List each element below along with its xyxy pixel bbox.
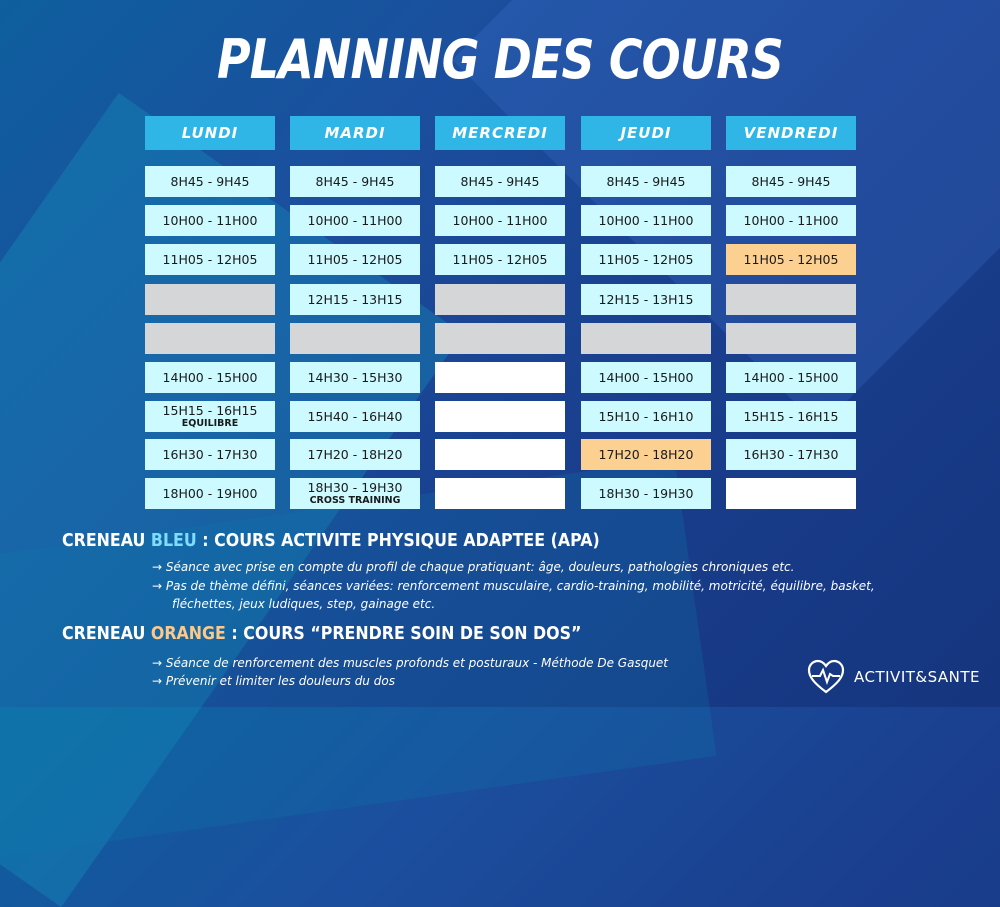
time-slot (290, 244, 420, 275)
time-slot (290, 478, 420, 509)
time-slot (581, 323, 711, 354)
background-shape (0, 459, 716, 881)
day-header: VENDREDI (726, 116, 856, 150)
time-slot-label: 17H20 - 18H20 (598, 446, 694, 462)
time-slot (581, 244, 711, 275)
time-slot (435, 401, 565, 432)
time-slot-label: 15H40 - 16H40 (307, 408, 403, 424)
time-slot (435, 205, 565, 236)
time-slot-label: 11H05 - 12H05 (162, 251, 258, 267)
page-title: PLANNING DES COURS (217, 28, 783, 91)
legend-blue-prefix: CRENEAU (62, 530, 151, 551)
time-slot-label: 12H15 - 13H15 (307, 291, 403, 307)
time-slot-label: 14H00 - 15H00 (598, 369, 694, 385)
time-slot (581, 166, 711, 197)
time-slot (435, 244, 565, 275)
legend-orange-title (62, 623, 581, 644)
time-slot-label: 15H15 - 16H15 (162, 403, 258, 419)
time-slot (726, 205, 856, 236)
time-slot-label: 16H30 - 17H30 (162, 446, 258, 462)
time-slot (726, 323, 856, 354)
time-slot (145, 478, 275, 509)
time-slot (145, 166, 275, 197)
legend-blue-note: → Pas de thème défini, séances variées: renforcement musculaire, cardio-training, mobilité, motricité, équilibre, basket, (152, 579, 875, 593)
day-header: MERCREDI (435, 116, 565, 150)
time-slot-label: 8H45 - 9H45 (460, 173, 540, 189)
time-slot-activity: EQUILIBRE (181, 417, 239, 429)
time-slot (581, 205, 711, 236)
legend-blue-highlight: BLEU (150, 530, 197, 551)
legend-blue-title (62, 530, 600, 551)
time-slot-label: 8H45 - 9H45 (170, 173, 250, 189)
time-slot-label: 8H45 - 9H45 (751, 173, 831, 189)
time-slot (581, 478, 711, 509)
brand-logo (806, 657, 980, 697)
time-slot (726, 166, 856, 197)
time-slot (581, 362, 711, 393)
time-slot (290, 205, 420, 236)
time-slot (290, 284, 420, 315)
time-slot (290, 439, 420, 470)
time-slot (726, 478, 856, 509)
time-slot (581, 284, 711, 315)
time-slot (435, 439, 565, 470)
time-slot-label: 15H10 - 16H10 (598, 408, 694, 424)
time-slot-label: 10H00 - 11H00 (598, 212, 694, 228)
time-slot-label: 11H05 - 12H05 (743, 251, 839, 267)
time-slot (290, 362, 420, 393)
time-slot-label: 15H15 - 16H15 (743, 408, 839, 424)
time-slot-label: 14H00 - 15H00 (743, 369, 839, 385)
time-slot-label: 10H00 - 11H00 (452, 212, 548, 228)
day-header: MARDI (290, 116, 420, 150)
time-slot (581, 439, 711, 470)
time-slot (145, 362, 275, 393)
heart-pulse-icon (806, 657, 846, 697)
legend-blue-note: → Séance avec prise en compte du profil de chaque pratiquant: âge, douleurs, pathologies chroniques etc. (152, 560, 795, 574)
time-slot-label: 12H15 - 13H15 (598, 291, 694, 307)
time-slot (145, 284, 275, 315)
day-header: LUNDI (145, 116, 275, 150)
time-slot-label: 17H20 - 18H20 (307, 446, 403, 462)
time-slot (290, 166, 420, 197)
time-slot (726, 244, 856, 275)
legend-orange-highlight: ORANGE (150, 623, 226, 644)
time-slot (145, 401, 275, 432)
time-slot-label: 18H00 - 19H00 (162, 485, 258, 501)
time-slot (145, 439, 275, 470)
time-slot (726, 284, 856, 315)
time-slot (290, 323, 420, 354)
time-slot (290, 401, 420, 432)
time-slot (145, 244, 275, 275)
time-slot-label: 14H30 - 15H30 (307, 369, 403, 385)
brand-name: ACTIVIT&SANTE (854, 668, 981, 686)
legend-orange-prefix: CRENEAU (62, 623, 151, 644)
time-slot-label: 10H00 - 11H00 (162, 212, 258, 228)
time-slot-label: 16H30 - 17H30 (743, 446, 839, 462)
time-slot (435, 478, 565, 509)
time-slot-label: 18H30 - 19H30 (598, 485, 694, 501)
time-slot (145, 323, 275, 354)
time-slot (726, 439, 856, 470)
time-slot-label: 10H00 - 11H00 (743, 212, 839, 228)
time-slot (145, 205, 275, 236)
time-slot (435, 362, 565, 393)
time-slot (435, 166, 565, 197)
time-slot-label: 11H05 - 12H05 (598, 251, 694, 267)
legend-orange-rest: : COURS “PRENDRE SOIN DE SON DOS” (225, 623, 582, 644)
time-slot-label: 18H30 - 19H30 (307, 480, 403, 496)
legend-orange-note: → Prévenir et limiter les douleurs du dos (152, 674, 395, 688)
time-slot-activity: CROSS TRAINING (309, 494, 401, 506)
time-slot-label: 11H05 - 12H05 (452, 251, 548, 267)
legend-orange-note: → Séance de renforcement des muscles profonds et posturaux - Méthode De Gasquet (152, 656, 669, 670)
legend-blue-rest: : COURS ACTIVITE PHYSIQUE ADAPTEE (APA) (196, 530, 600, 551)
time-slot (435, 323, 565, 354)
time-slot-label: 14H00 - 15H00 (162, 369, 258, 385)
time-slot (726, 401, 856, 432)
time-slot (581, 401, 711, 432)
time-slot-label: 10H00 - 11H00 (307, 212, 403, 228)
time-slot-label: 8H45 - 9H45 (606, 173, 686, 189)
time-slot (435, 284, 565, 315)
legend-blue-note: fléchettes, jeux ludiques, step, gainage etc. (172, 597, 436, 611)
time-slot (726, 362, 856, 393)
time-slot-label: 11H05 - 12H05 (307, 251, 403, 267)
day-header: JEUDI (581, 116, 711, 150)
time-slot-label: 8H45 - 9H45 (315, 173, 395, 189)
